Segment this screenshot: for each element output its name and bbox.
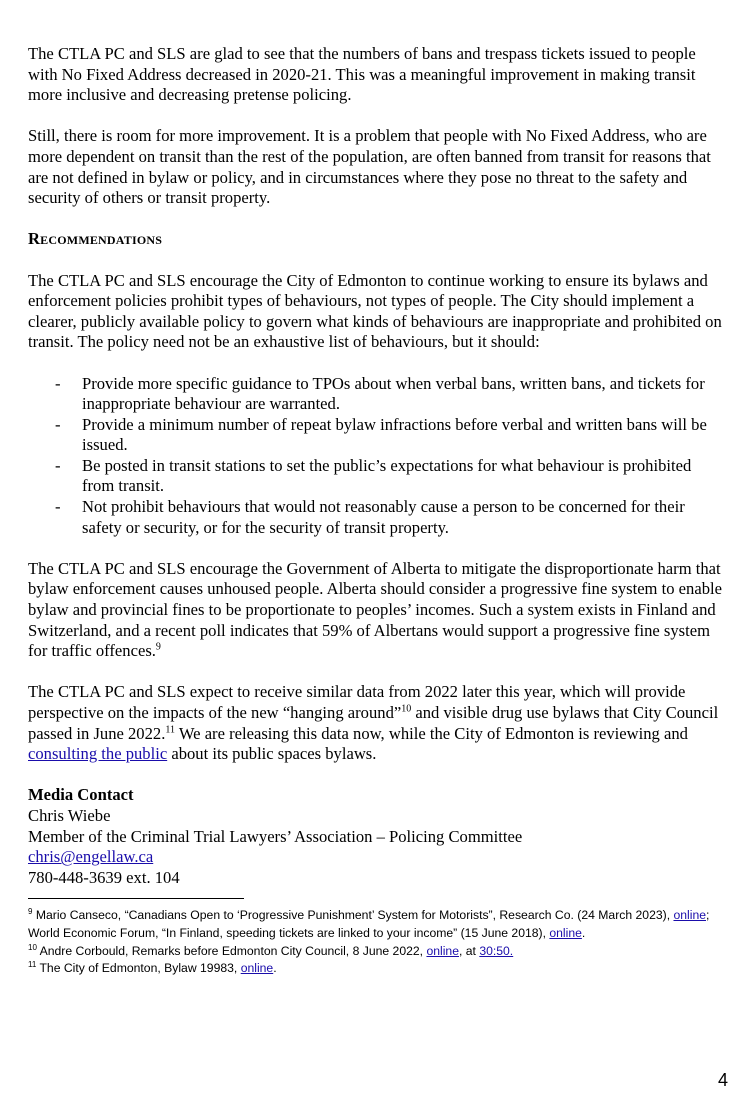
footnote-9-online-link[interactable]: online: [673, 908, 706, 923]
footnote-text: The City of Edmonton, Bylaw 19983,: [36, 961, 241, 976]
footnote-text: .: [273, 961, 277, 976]
paragraph-decrease: The CTLA PC and SLS are glad to see that the numbers of bans and trespass tickets issued to people with No Fixed Address decreased in 2020-21. This was a meaningful improvement in making transit more inclusive and decreasing pretense policing.: [28, 44, 696, 105]
footnote-10: [28, 943, 722, 961]
paragraph-city-recommendation: The CTLA PC and SLS encourage the City of Edmonton to continue working to ensure its bylaws and enforcement policies prohibit types of behaviours, not types of people. The City should implement a clearer, publicly available policy to govern what kinds of behaviours are inappropriate and prohibited on transit. The policy need not be an exhaustive list of behaviours, but it should:: [28, 270, 722, 352]
paragraph-alberta-recommendation: [28, 559, 722, 662]
dash-marker: -: [55, 455, 61, 475]
dash-marker: -: [55, 497, 61, 517]
footnote-number: 11: [28, 960, 37, 970]
footnote-9: [28, 907, 722, 942]
list-item-text: Provide more specific guidance to TPOs about when verbal bans, written bans, and tickets for inappropriate behaviour are warranted.: [82, 373, 705, 414]
paragraph-text: The CTLA PC and SLS encourage the Government of Alberta to mitigate the disproportionate harm that bylaw enforcement causes unhoused people. Alberta should consider a progressive fine system to enable bylaw and provincial fines to be proportionate to peoples’ incomes. Such a system exists in Finland and Switzerland, and a recent poll indicates that 59% of Albertans would support a progressive fine system for traffic offences.: [28, 558, 722, 661]
paragraph-future-data: [28, 682, 722, 764]
footnotes: [28, 907, 722, 977]
footnote-divider: [28, 898, 244, 899]
list-item: [28, 415, 722, 456]
list-item-text: Be posted in transit stations to set the public’s expectations for what behaviour is prohibited from transit.: [82, 455, 692, 496]
list-item-text: Provide a minimum number of repeat bylaw infractions before verbal and written bans will be issued.: [82, 414, 707, 455]
footnote-11-online-link[interactable]: online: [240, 961, 274, 976]
list-item: [28, 456, 722, 497]
footnote-number: 9: [28, 907, 33, 917]
footnote-text: .: [581, 925, 586, 940]
list-item: [28, 374, 722, 415]
contact-phone: 780-448-3639 ext. 104: [28, 867, 180, 887]
footnote-text: Andre Corbould, Remarks before Edmonton City Council, 8 June 2022,: [36, 943, 427, 958]
footnote-number: 10: [28, 942, 37, 952]
paragraph-text: The CTLA PC and SLS expect to receive similar data from 2022 later this year, which will provide perspective on the impacts of the new “hanging around”: [28, 682, 686, 722]
paragraph-text: about its public spaces bylaws.: [167, 744, 377, 764]
footnote-11: [28, 960, 722, 978]
footnote-9-online-link-2[interactable]: online: [549, 925, 582, 940]
footnote-10-online-link[interactable]: online: [426, 943, 459, 958]
consulting-the-public-link[interactable]: consulting the public: [28, 744, 168, 764]
paragraph-room-for-improvement: Still, there is room for more improvement. It is a problem that people with No Fixed Address, who are more dependent on transit than the rest of the population, are often banned from transit for reasons that are not defined in bylaw or policy, and in circumstances where they pose no threat to the safety and security of others or transit property.: [28, 126, 711, 208]
section-heading-recommendations: Recommendations: [28, 229, 163, 249]
paragraph-text: and visible drug use bylaws that City Council passed in June 2022.: [28, 703, 719, 743]
dash-marker: -: [55, 414, 61, 434]
footnote-ref-9[interactable]: 9: [155, 641, 161, 653]
media-contact-block: [28, 785, 722, 888]
footnote-ref-10[interactable]: 10: [401, 703, 412, 715]
footnote-text: ; World Economic Forum, “In Finland, speeding tickets are linked to your income” (15 June 2018),: [28, 908, 710, 940]
list-item-text: Not prohibit behaviours that would not reasonably cause a person to be concerned for their safety or security, or for the security of transit property.: [82, 497, 685, 537]
footnote-10-timestamp-link[interactable]: 30:50.: [479, 943, 514, 958]
recommendation-list: [28, 374, 722, 539]
contact-name: Chris Wiebe: [28, 805, 111, 825]
contact-role: Member of the Criminal Trial Lawyers’ Association – Policing Committee: [28, 826, 523, 846]
footnote-text: , at: [458, 943, 480, 958]
dash-marker: -: [55, 373, 61, 393]
footnote-text: Mario Canseco, “Canadians Open to ‘Progressive Punishment’ System for Motorists”, Research Co. (24 March 2023),: [32, 908, 674, 923]
media-contact-title: Media Contact: [28, 785, 134, 805]
page-number: 4: [717, 1070, 728, 1091]
paragraph-text: We are releasing this data now, while the City of Edmonton is reviewing and: [175, 723, 688, 743]
contact-email-link[interactable]: chris@engellaw.ca: [28, 847, 154, 867]
footnote-ref-11[interactable]: 11: [165, 724, 175, 736]
list-item: [28, 497, 722, 538]
